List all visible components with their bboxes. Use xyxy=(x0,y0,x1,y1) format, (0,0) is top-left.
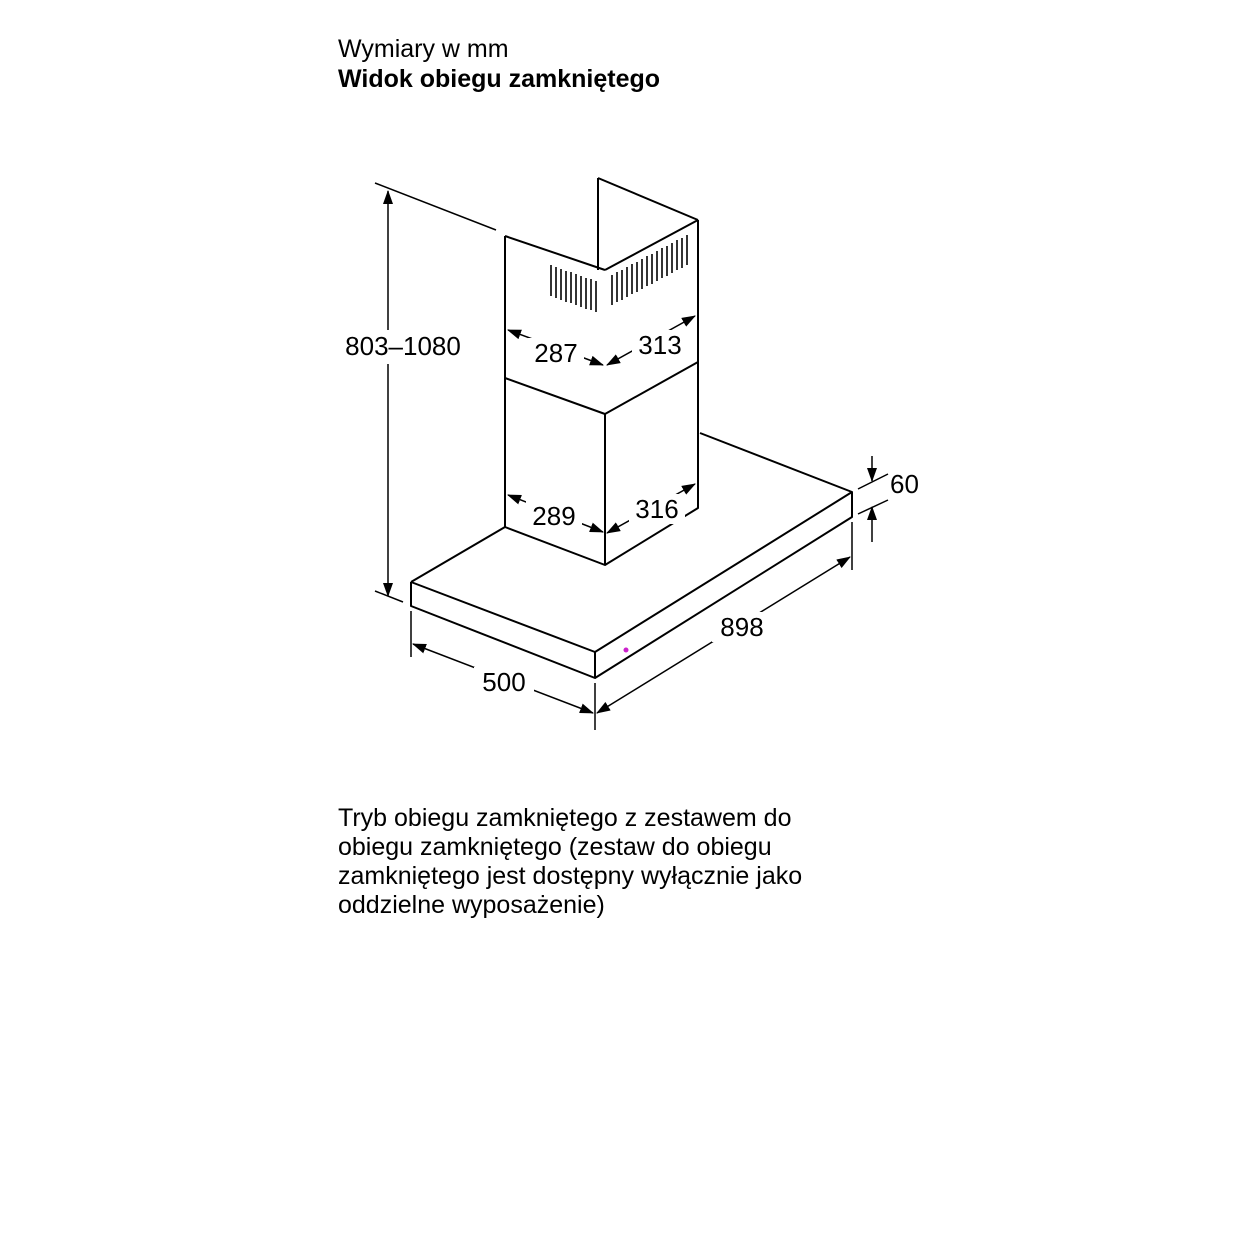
units-label: Wymiary w mm xyxy=(338,35,509,63)
canopy-top-left-edge xyxy=(411,527,505,582)
upper-chimney-top-left xyxy=(505,236,605,270)
thickness-dimension xyxy=(858,456,888,542)
description-line: oddzielne wyposażenie) xyxy=(338,891,605,919)
canopy-left-face xyxy=(411,582,595,678)
view-title: Widok obiegu zamkniętego xyxy=(338,65,661,93)
upper-chimney-back-top xyxy=(598,178,698,220)
canopy xyxy=(411,433,852,678)
description-line: obiegu zamkniętego (zestaw do obiegu xyxy=(338,833,772,861)
lower-chimney-outline xyxy=(505,362,698,565)
depth-label: 500 xyxy=(482,667,526,697)
description xyxy=(338,804,898,920)
vent-slots-left xyxy=(551,265,596,312)
upper-width-label: 313 xyxy=(638,330,682,360)
height-extension-top xyxy=(375,183,496,230)
description-line: zamkniętego jest dostępny wyłącznie jako xyxy=(338,862,803,890)
upper-depth-label: 287 xyxy=(534,338,578,368)
height-dimension xyxy=(375,183,496,602)
lower-chimney-top xyxy=(505,362,698,414)
thickness-label: 60 xyxy=(890,469,919,499)
lower-depth-label: 289 xyxy=(532,501,576,531)
height-extension-bottom xyxy=(375,591,403,602)
lower-width-label: 316 xyxy=(635,494,679,524)
thickness-extension-bottom xyxy=(858,500,888,514)
lower-chimney xyxy=(505,362,698,565)
depth-dimension xyxy=(411,611,593,713)
indicator-light xyxy=(624,648,629,653)
width-label: 898 xyxy=(720,612,764,642)
height-range-label: 803–1080 xyxy=(345,331,461,361)
thickness-extension-top xyxy=(858,474,888,489)
description-line: Tryb obiegu zamkniętego z zestawem do xyxy=(338,804,792,832)
